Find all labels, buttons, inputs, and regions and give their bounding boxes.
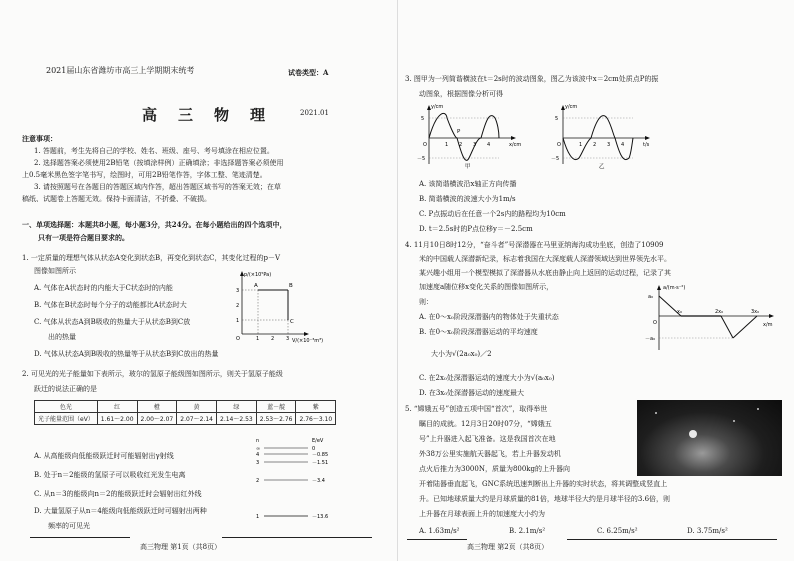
table-cell: 2.14～2.53: [217, 413, 257, 425]
q1-stem: 1. 一定质量的理想气体从状态A变化到状态B，再变化到状态C，其变化过程的p－V: [22, 254, 280, 262]
wave-point-p: P: [457, 129, 461, 135]
level-n: ∞: [256, 446, 261, 452]
table-row-label: 光子能量范围（eV）: [35, 413, 98, 425]
q5-option-b: B. 2.1m/s²: [509, 527, 546, 535]
q5-option-d: D. 3.75m/s²: [687, 527, 728, 535]
q3-option-a: A. 该简谐横波沿x轴正方向传播: [419, 180, 517, 188]
notice-item: 2. 选择题答案必须使用2B铅笔（按填涂样例）正确填涂；非选择题答案必须使用: [34, 159, 284, 167]
q5-stem-cont: 升。已知地球质量大约是月球质量的81倍，地球半径大约是月球半径的3.6倍，则: [419, 495, 671, 503]
lunar-ascent-photo: [637, 400, 782, 476]
wave-graph: [417, 102, 527, 170]
vib-x-tick: 3: [607, 142, 611, 148]
wave-x-tick: 1: [445, 142, 449, 148]
level-e-header: E/eV: [312, 438, 324, 444]
q4-stem: 4. 11月10日8时12分，“奋斗者”号深潜器在马里亚纳海沟成功坐底，创造了10909: [405, 241, 664, 249]
acc-x-label: x/m: [763, 322, 773, 328]
photon-energy-table: [34, 400, 336, 425]
energy-level-diagram: [252, 434, 332, 526]
q2-option-a: A. 从高能级向低能级跃迁时可能辐射出γ射线: [34, 452, 174, 460]
acc-x0: x₀: [677, 309, 682, 315]
q4-option-a: A. 在0～x₀阶段深潜器内的物体处于失重状态: [419, 313, 559, 321]
q5-stem-cont: 上升器在月球表面上升的加速度大小约为: [419, 510, 545, 518]
level-n-header: n: [256, 438, 260, 444]
vib-y-neg: －5: [551, 156, 560, 162]
q3-stem: 3. 图甲为一列简谐横波在t＝2s时的波动图象，图乙为该波中x＝2cm处质点P的振: [405, 75, 659, 83]
star-dot: [655, 412, 657, 414]
wave-origin: O: [423, 142, 427, 148]
acceleration-graph: [645, 282, 785, 354]
vibration-graph: [551, 102, 661, 170]
page-2: [397, 0, 794, 561]
q4-option-c: C. 在2x₀处深潜器运动的速度大小为√(a₀x₀): [419, 374, 555, 382]
table-cell: 2.76～3.10: [296, 413, 336, 425]
wave-x-tick: 3: [473, 142, 477, 148]
q3-stem-cont: 动图象，根据图像分析可得: [419, 90, 503, 98]
footer-rule: [407, 539, 467, 540]
notice-item: 上0.5毫米黑色签字笔书写，绘图时，可用2B铅笔作答，字体工整、笔迹清楚。: [22, 171, 267, 179]
q4-option-b: B. 在0～x₀阶段深潜器运动的平均速度: [419, 328, 538, 336]
q5-stem-cont: 瞩目的成就。12月3日20时07分，“嫦娥五: [419, 420, 552, 428]
table-cell: 2.00～2.07: [137, 413, 177, 425]
acc-neg-a0: －a₀: [645, 336, 656, 342]
acc-x2: 2x₀: [715, 309, 724, 315]
table-cell: 2.07～2.14: [177, 413, 217, 425]
pv-y-label: p/(×10⁵Pa): [244, 272, 272, 278]
level-n: 2: [256, 478, 260, 484]
table-cell: 1.61～2.00: [97, 413, 137, 425]
vib-caption: 乙: [599, 164, 605, 170]
table-header-cell: 黄: [177, 401, 217, 413]
pv-point-b: B: [289, 283, 293, 289]
q4-stem-cont: 则：: [419, 298, 433, 306]
q3-option-d: D. t＝2.5s时的P点位移y＝－2.5cm: [419, 225, 533, 233]
section-heading-cont: 只有一项是符合题目要求的。: [38, 233, 129, 242]
acc-origin: O: [653, 320, 657, 326]
exam-date: 2021.01: [300, 109, 329, 117]
q1-option-d: D. 气体从状态A到B吸收的热量等于从状态B到C放出的热量: [34, 350, 219, 358]
table-header-cell: 绿: [217, 401, 257, 413]
q1-option-a: A. 气体在A状态时的内能大于C状态时的内能: [34, 284, 173, 292]
pv-x-tick: 3: [286, 336, 290, 342]
acc-x3: 3x₀: [751, 309, 760, 315]
wave-x-label: x/cm: [509, 142, 522, 148]
pv-y-tick: 3: [236, 288, 240, 294]
q4-stem-cont: 米的中国载人深潜新纪录，标志着我国在大深度载人深潜领域达到世界领先水平。: [419, 255, 671, 263]
q4-option-b-cont: 大小为√(2a₀x₀)／2: [431, 350, 492, 358]
q5-stem-cont: 点火后推力为3000N，质量为800kg的上升器向: [419, 465, 571, 473]
vib-y-pos: 5: [555, 116, 559, 122]
q1-option-b: B. 气体在B状态时每个分子的动能都比A状态时大: [34, 301, 187, 309]
table-header-cell: 蓝－靛: [256, 401, 296, 413]
pv-x-tick: 2: [271, 336, 275, 342]
notice-item: 3. 请按照题号在各题目的答题区域内作答，超出答题区域书写的答案无效；在草: [34, 183, 281, 191]
wave-y-label: y/cm: [431, 104, 444, 110]
vib-origin: O: [557, 142, 561, 148]
q2-option-b: B. 处于n＝2能级的氢原子可以吸收红光发生电离: [34, 471, 186, 479]
level-e: －13.6: [312, 514, 329, 520]
wave-y-neg: －5: [417, 156, 426, 162]
level-e: －3.4: [312, 478, 325, 484]
q3-option-b: B. 简谐横波的波速大小为1m/s: [419, 195, 516, 203]
pv-point-c: C: [290, 319, 294, 325]
notice-item: 稿纸、试题卷上答题无效。保持卡面清洁，不折叠、不破损。: [22, 195, 211, 203]
q4-stem-cont: 加速度a随位移x变化关系的图像如图所示，: [419, 283, 554, 291]
level-n: 3: [256, 460, 260, 466]
q5-option-c: C. 6.25m/s²: [597, 527, 638, 535]
table-header-cell: 紫: [296, 401, 336, 413]
q5-option-a: A. 1.63m/s²: [419, 527, 460, 535]
notice-title: 注意事项：: [22, 134, 57, 143]
wave-x-tick: 4: [487, 142, 491, 148]
q5-stem-cont: 开着陆器垂直起飞，GNC系统迅速判断出上升器的实时状态，将其调整成竖直上: [419, 480, 668, 488]
pv-graph: [228, 268, 340, 344]
q2-option-c: C. 从n＝3的能级向n＝2的能级跃迁时会辐射出红外线: [34, 490, 202, 498]
pv-point-a: A: [254, 283, 258, 289]
vib-x-tick: 4: [621, 142, 625, 148]
q1-option-c: C. 气体从状态A到B吸收的热量大于从状态B到C放: [34, 318, 191, 326]
q2-stem-cont: 跃迁的说法正确的是: [34, 385, 97, 393]
wave-y-pos: 5: [421, 116, 425, 122]
q5-stem-cont: 外38万公里实施航天器起飞，若上升器发动机: [419, 450, 561, 458]
acc-a0: a₀: [648, 294, 654, 300]
wave-x-tick: 2: [459, 142, 463, 148]
table-cell: 2.53～2.76: [256, 413, 296, 425]
pv-y-tick: 2: [236, 303, 240, 309]
footer-rule: [30, 537, 130, 538]
vib-x-label: t/s: [643, 142, 650, 148]
q5-stem: 5. “嫦娥五号”创造五项中国“首次”，取得举世: [405, 405, 548, 413]
pv-x-tick: 1: [256, 336, 260, 342]
notice-item: 1. 答题前，考生先将自己的学校、姓名、班级、座号、考号填涂在相应位置。: [34, 147, 274, 155]
footer-rule: [567, 539, 777, 540]
q5-stem-cont: 号”上升器进入起飞准备。这是我国首次在地: [419, 435, 556, 443]
q1-stem-cont: 图像如图所示: [34, 267, 76, 275]
star-dot: [733, 420, 735, 422]
level-n: 1: [256, 514, 260, 520]
table-header-row: [35, 401, 336, 413]
q2-option-d: D. 大量氢原子从n＝4能级向低能级跃迁时可辐射出两种: [34, 507, 207, 515]
exam-title: 2021届山东省潍坊市高三上学期期末统考: [46, 66, 195, 75]
page-footer: 高三物理 第1页（共8页）: [140, 543, 222, 551]
q4-option-d: D. 在3x₀处深潜器运动的速度最大: [419, 389, 525, 397]
vib-y-label: y/cm: [565, 104, 578, 110]
pv-x-label: V/(×10⁻³m³): [292, 338, 324, 344]
page-footer: 高三物理 第2页（共8页）: [467, 543, 549, 551]
table-header-cell: 色光: [35, 401, 98, 413]
level-e: －1.51: [312, 460, 329, 466]
q3-option-c: C. P点振动后在任意一个2s内的路程均为10cm: [419, 210, 566, 218]
acc-y-label: a/(m·s⁻²): [663, 285, 686, 291]
pv-origin: O: [236, 336, 240, 342]
lander-flare: [689, 430, 697, 438]
q1-option-c-cont: 出的热量: [48, 333, 76, 341]
table-header-cell: 红: [97, 401, 137, 413]
vib-x-tick: 1: [579, 142, 583, 148]
subject-title: 高 三 物 理: [142, 106, 269, 124]
footer-rule: [222, 537, 372, 538]
paper-type: 试卷类型：A: [288, 68, 329, 77]
pv-y-tick: 1: [236, 318, 240, 324]
section-heading: 一、单项选择题：本题共8小题，每小题3分，共24分。在每小题给出的四个选项中，: [22, 220, 287, 229]
wave-caption: 甲: [465, 164, 471, 170]
level-e: －0.85: [312, 452, 329, 458]
level-n: 4: [256, 452, 260, 458]
q2-stem: 2. 可见光的光子能量如下表所示，玻尔的氢原子能级图如图所示，则关于氢原子能级: [22, 370, 283, 378]
q4-stem-cont: 某兴趣小组用一个模型模拟了深潜器从水底由静止向上返回的运动过程，记录了其: [419, 269, 671, 277]
level-e: 0: [312, 446, 316, 452]
star-dot: [757, 408, 759, 410]
q2-option-d-cont: 频率的可见光: [48, 522, 90, 530]
table-header-cell: 橙: [137, 401, 177, 413]
table-row: [35, 413, 336, 425]
vib-x-tick: 2: [593, 142, 597, 148]
